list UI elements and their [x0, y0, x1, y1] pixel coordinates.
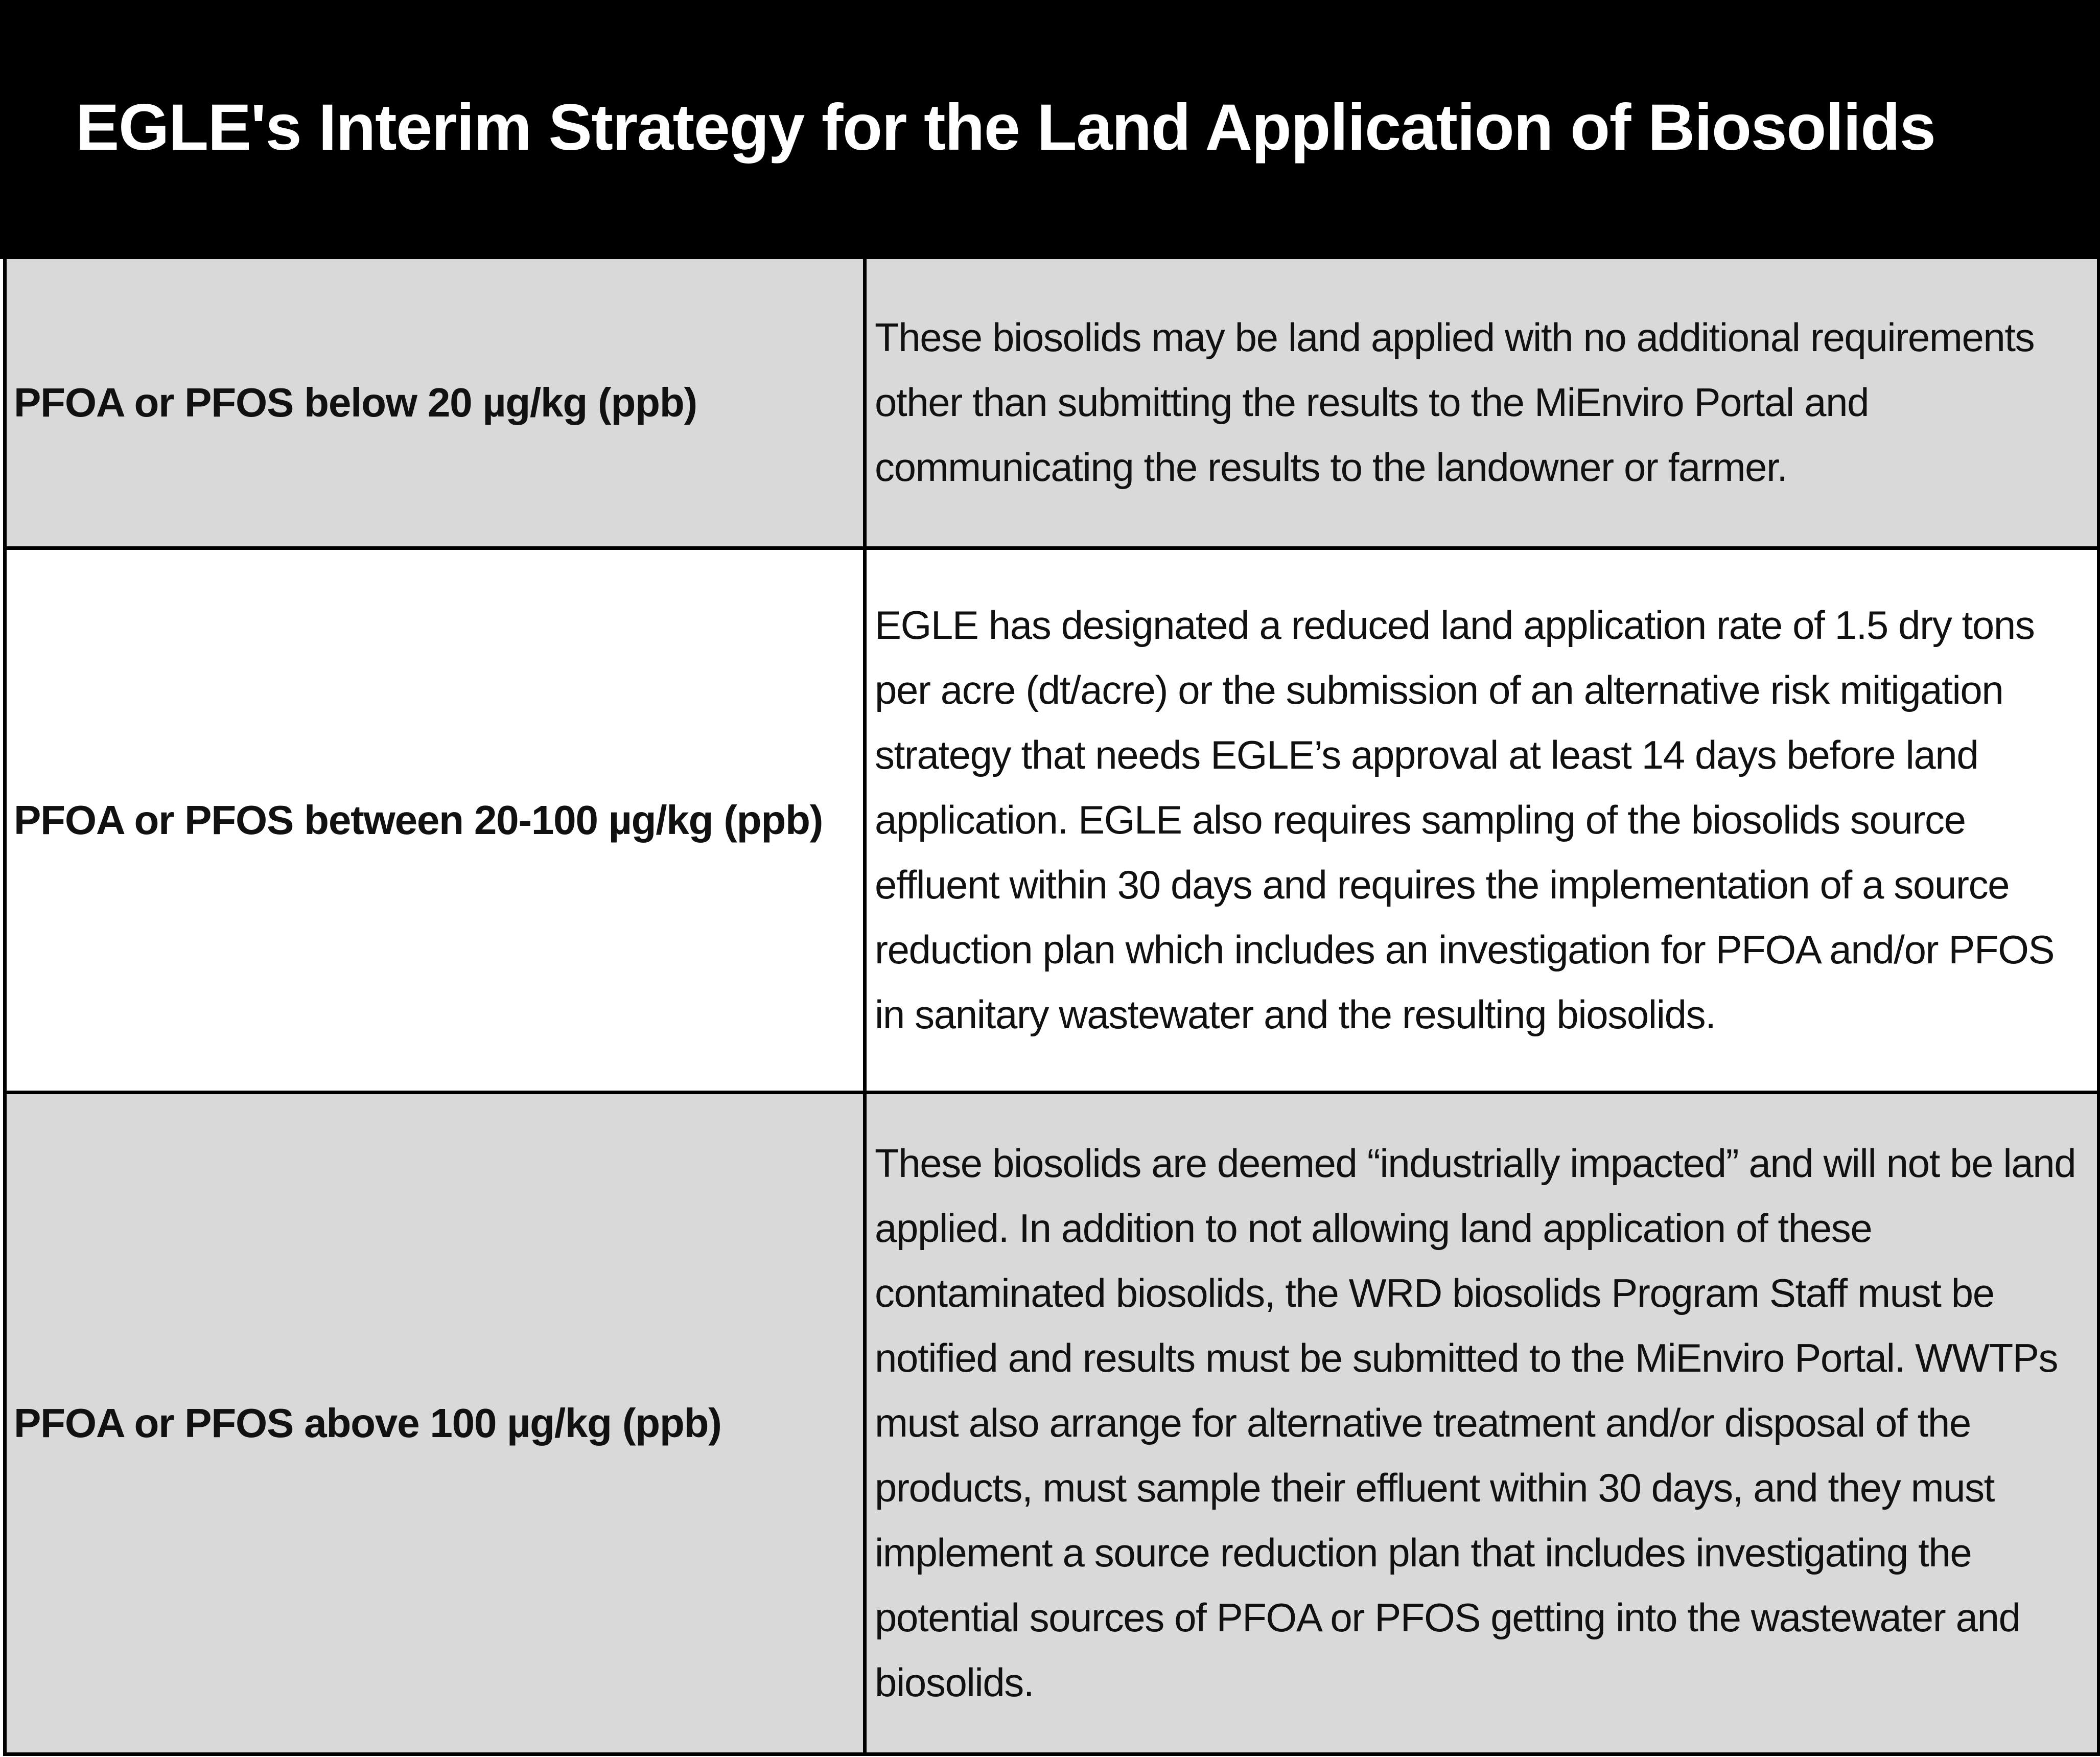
condition-cell: PFOA or PFOS between 20-100 µg/kg (ppb)	[5, 548, 865, 1092]
page-title: EGLE's Interim Strategy for the Land Application of Biosolids	[76, 90, 1935, 164]
strategy-table	[3, 259, 2100, 1756]
table-row	[5, 259, 2099, 548]
header-banner	[0, 0, 2100, 259]
table-row	[5, 1092, 2099, 1754]
description-cell: These biosolids are deemed “industrially impacted” and will not be land applied. In addition to not allowing land application of these contaminated biosolids, the WRD biosolids Program Staff must be notified and results must be submitted to the MiEnviro Portal. WWTPs must also arrange for alternative treatment and/or disposal of the products, must sample their effluent within 30 days, and they must implement a source reduction plan that includes investigating the potential sources of PFOA or PFOS getting into the wastewater and biosolids.	[865, 1092, 2099, 1754]
table-row	[5, 548, 2099, 1092]
condition-cell: PFOA or PFOS below 20 µg/kg (ppb)	[5, 259, 865, 548]
description-cell: EGLE has designated a reduced land application rate of 1.5 dry tons per acre (dt/acre) or the submission of an alternative risk mitigation strategy that needs EGLE’s approval at least 14 days before land application. EGLE also requires sampling of the biosolids source effluent within 30 days and requires the implementation of a source reduction plan which includes an investigation for PFOA and/or PFOS in sanitary wastewater and the resulting biosolids.	[865, 548, 2099, 1092]
condition-cell: PFOA or PFOS above 100 µg/kg (ppb)	[5, 1092, 865, 1754]
description-cell: These biosolids may be land applied with no additional requirements other than submitting the results to the MiEnviro Portal and communicating the results to the landowner or farmer.	[865, 259, 2099, 548]
